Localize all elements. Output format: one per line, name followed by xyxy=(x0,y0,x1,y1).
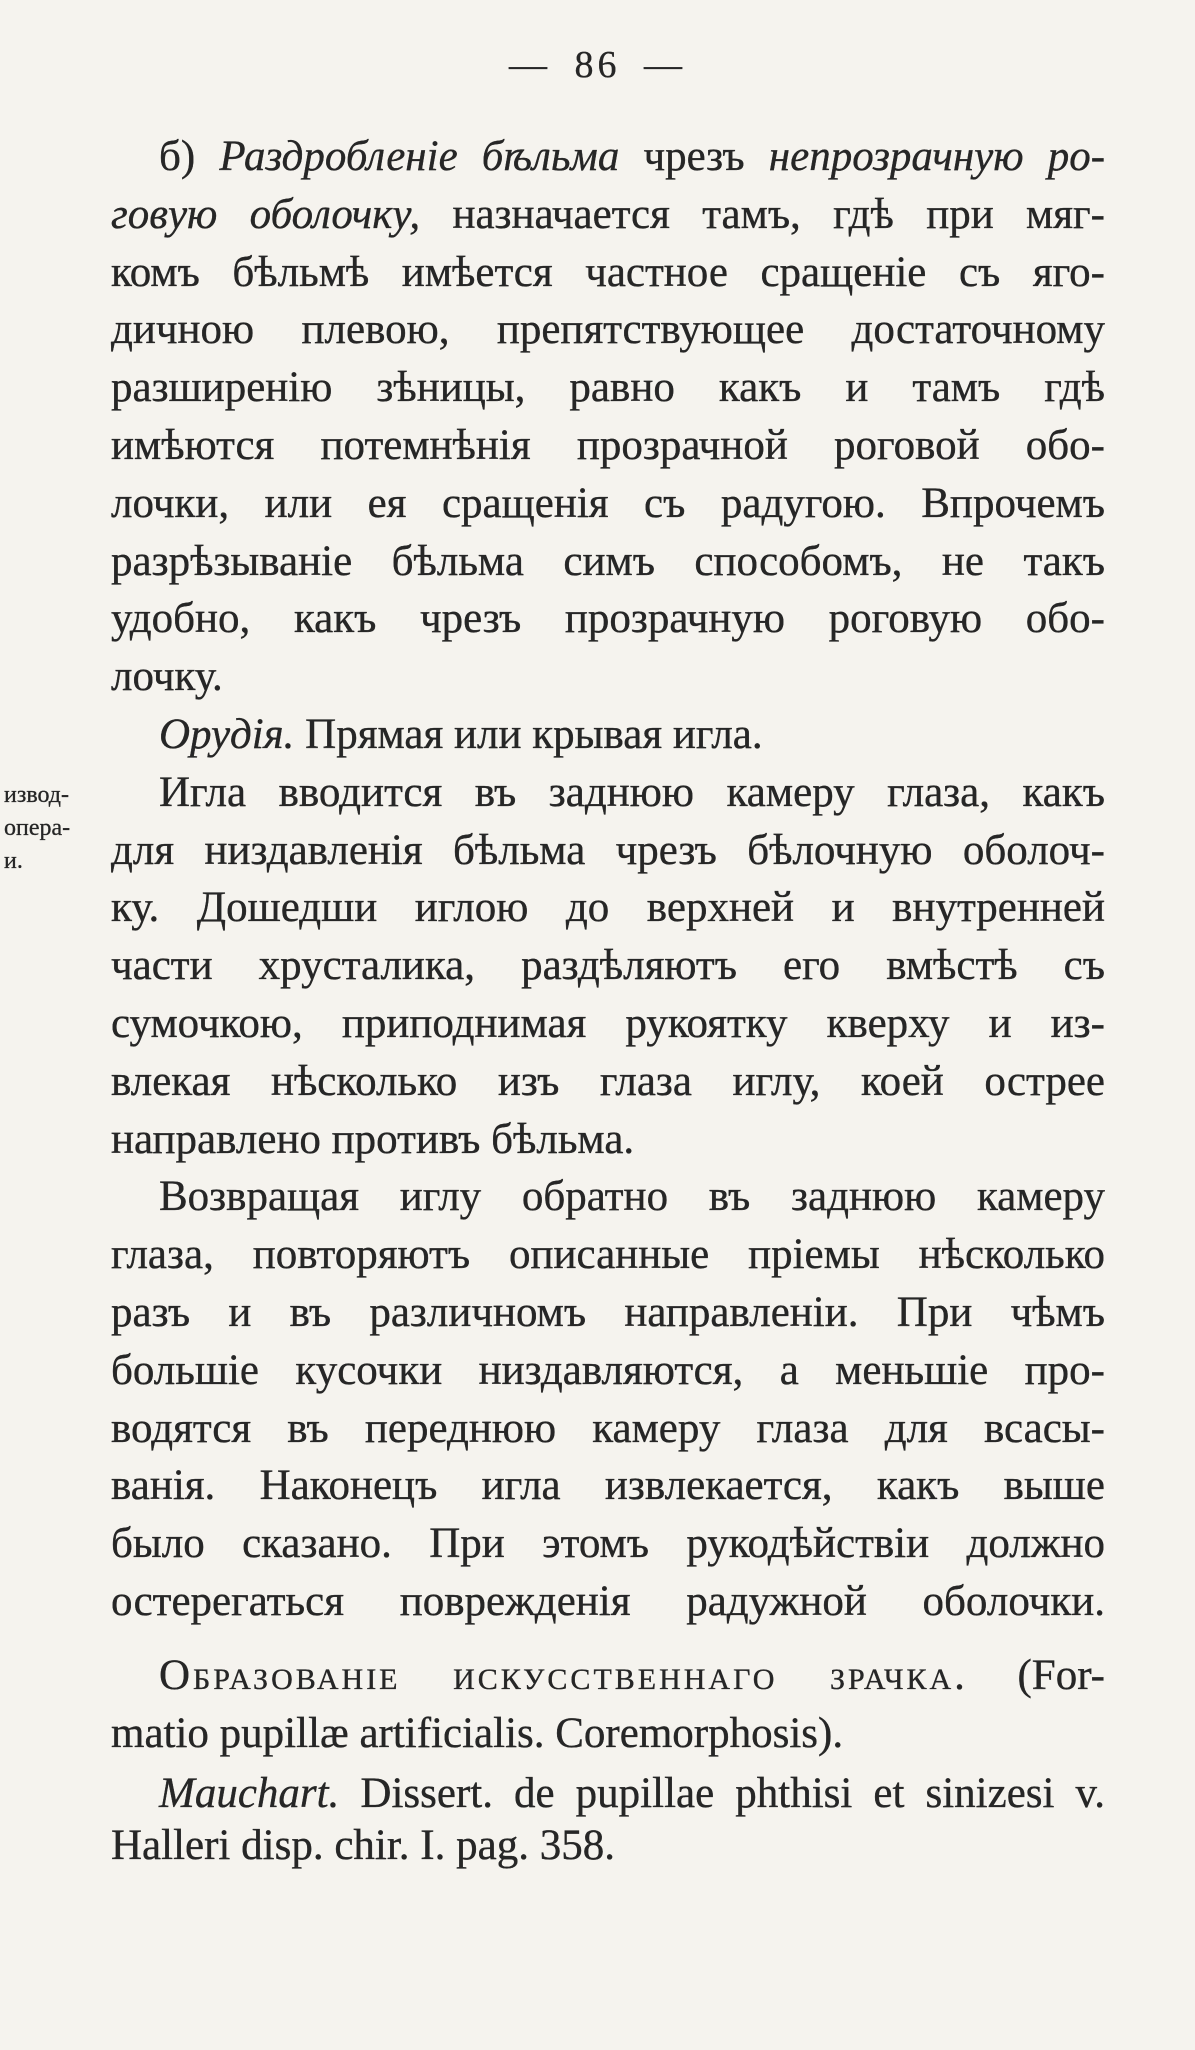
margin-note-line: извод- xyxy=(4,782,70,808)
page-number: — 86 — xyxy=(509,44,686,86)
text-line: направлено противъ бѣльма. xyxy=(111,1115,635,1163)
paragraph-repetition xyxy=(111,1168,1105,1630)
section-heading-artificial-pupil xyxy=(111,1647,1105,1763)
text-line: влекая нѣсколько изъ глаза иглу, коей острее xyxy=(111,1057,1105,1105)
text-line: дичною плевою, препятствующее достаточному xyxy=(111,306,1105,354)
citation-text: Dissert. de pupillae phthisi et sinizesi v. xyxy=(360,1770,1105,1818)
text-line: части хрусталика, раздѣляютъ его вмѣстѣ съ xyxy=(111,942,1105,990)
section-heading: Образованіе искусственнаго зрачка. xyxy=(159,1651,968,1699)
italic-term: Орудія. xyxy=(159,710,295,758)
latin-term: (For- xyxy=(1017,1651,1105,1699)
text-line: лочки, или ея сращенія съ радугою. Впрочемъ xyxy=(111,479,1105,527)
list-marker: б) xyxy=(159,133,196,180)
text-run: Прямая или крывая игла. xyxy=(305,710,763,758)
paragraph-cataract-fragmentation xyxy=(111,128,1105,706)
text-run: назначается тамъ, гдѣ при мяг- xyxy=(452,190,1106,238)
text-line xyxy=(111,1647,1105,1705)
text-line: глаза, повторяютъ описанные пріемы нѣсколько xyxy=(111,1231,1105,1279)
text-line xyxy=(111,186,1105,244)
text-line: большіе кусочки низдавляются, а меньшіе про- xyxy=(111,1346,1105,1394)
text-line: имѣются потемнѣнія прозрачной роговой обо- xyxy=(111,421,1105,469)
paragraph-instruments xyxy=(111,706,1105,764)
text-line: комъ бѣльмѣ имѣется частное сращеніе съ яго- xyxy=(111,248,1105,296)
text-line: водятся въ переднюю камеру глаза для всасы- xyxy=(111,1404,1105,1452)
text-line: было сказано. При этомъ рукодѣйствіи должно xyxy=(111,1520,1105,1568)
text-line: Возвращая иглу обратно въ заднюю камеру xyxy=(159,1173,1105,1221)
text-line: Halleri disp. chir. I. pag. 358. xyxy=(111,1822,615,1870)
margin-note-line: опера- xyxy=(4,815,71,841)
text-line: разширенію зѣницы, равно какъ и тамъ гдѣ xyxy=(111,364,1105,412)
text-line: лочку. xyxy=(111,653,223,701)
text-line: Игла вводится въ заднюю камеру глаза, какъ xyxy=(159,768,1105,816)
text-line: matio pupillæ artificialis. Coremorphosis). xyxy=(111,1709,844,1757)
italic-term: Раздробленіе бѣльма xyxy=(219,133,620,180)
margin-note-line: и. xyxy=(4,848,23,874)
bibliographic-reference xyxy=(111,1768,1105,1872)
text-line xyxy=(111,1768,1105,1820)
text-line xyxy=(111,128,1105,186)
text-line: разрѣзываніе бѣльма симъ способомъ, не такъ xyxy=(111,537,1105,585)
text-line: сумочкою, приподнимая рукоятку кверху и из- xyxy=(111,999,1105,1047)
text-line xyxy=(111,706,1105,764)
italic-term: говую оболочку, xyxy=(111,190,421,238)
text-line: удобно, какъ чрезъ прозрачную роговую обо- xyxy=(111,595,1105,643)
text-line: ку. Дошедши иглою до верхней и внутренней xyxy=(111,884,1105,932)
author-name: Mauchart. xyxy=(159,1770,340,1818)
text-line: разъ и въ различномъ направленіи. При чѣмъ xyxy=(111,1288,1105,1336)
paragraph-needle-insertion xyxy=(111,764,1105,1169)
italic-term: непрозрачную ро- xyxy=(768,133,1106,180)
margin-note xyxy=(4,779,94,878)
text-run: чрезъ xyxy=(643,133,745,180)
text-line: для низдавленія бѣльма чрезъ бѣлочную оболоч- xyxy=(111,826,1105,874)
text-line: остерегаться поврежденія радужной оболочки. xyxy=(111,1577,1105,1625)
text-line: ванія. Наконецъ игла извлекается, какъ выше xyxy=(111,1462,1105,1510)
text-body xyxy=(111,128,1105,1872)
